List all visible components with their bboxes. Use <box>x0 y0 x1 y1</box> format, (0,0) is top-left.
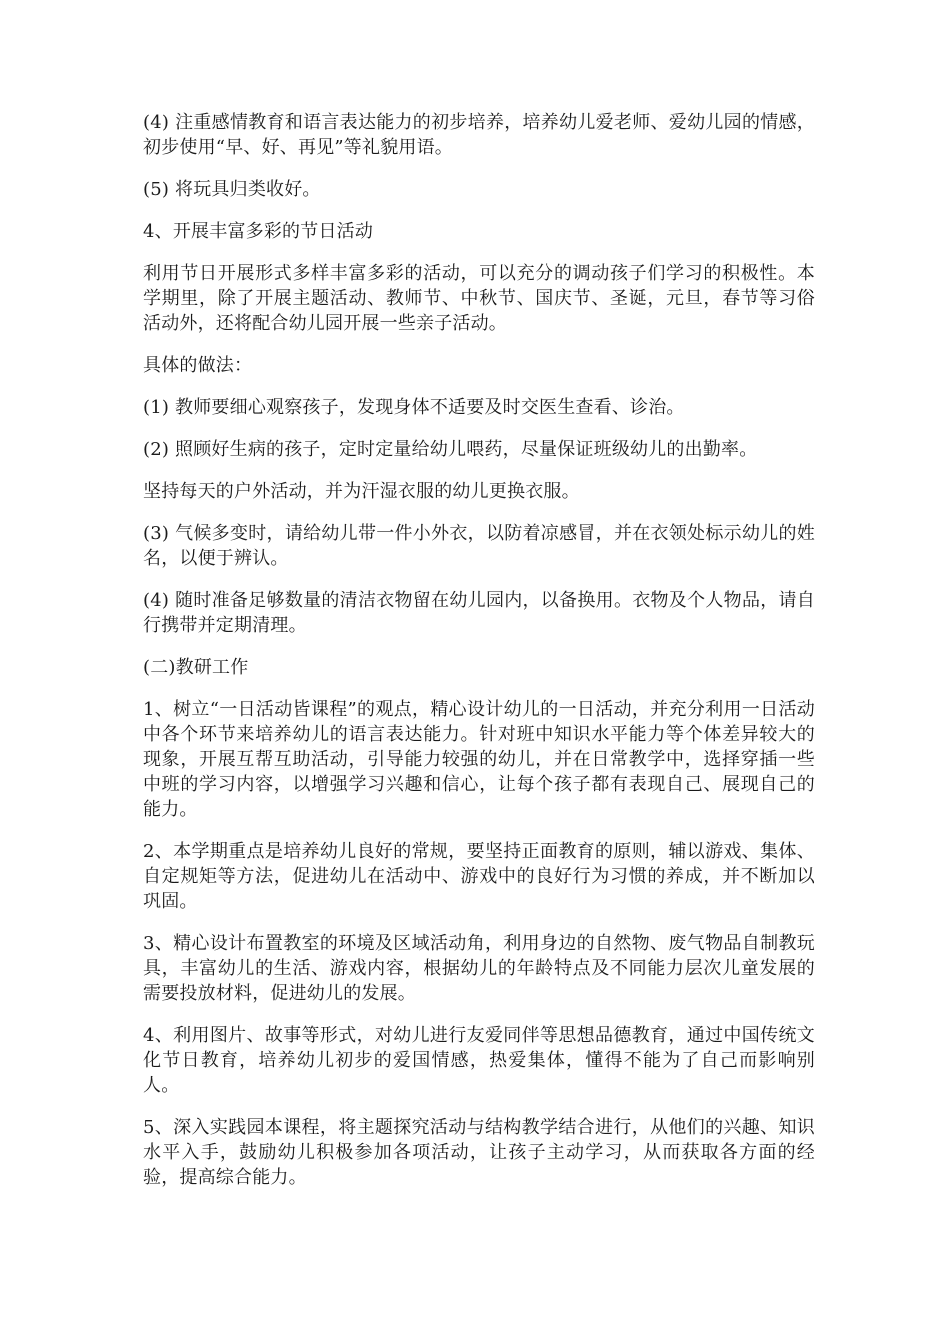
paragraph-method-4: (4) 随时准备足够数量的清洁衣物留在幼儿园内，以备换用。衣物及个人物品，请自行携带并定期清理。 <box>143 590 815 636</box>
document-page <box>143 110 815 1207</box>
paragraph-research-5: 5、深入实践园本课程，将主题探究活动与结构教学结合进行，从他们的兴趣、知识水平入手，鼓励幼儿积极参加各项活动，让孩子主动学习，从而获取各方面的经验，提高综合能力。 <box>143 1117 815 1188</box>
section-heading-teaching-research: (二)教研工作 <box>143 657 249 678</box>
section-heading-festival-activities: 4、开展丰富多彩的节日活动 <box>143 221 374 242</box>
paragraph-method-2: (2) 照顾好生病的孩子，定时定量给幼儿喂药，尽量保证班级幼儿的出勤率。 <box>143 439 758 460</box>
paragraph-method-3: (3) 气候多变时，请给幼儿带一件小外衣，以防着凉感冒，并在衣领处标示幼儿的姓名，以便于辨认。 <box>143 523 815 569</box>
paragraph-festival-activities: 利用节日开展形式多样丰富多彩的活动，可以充分的调动孩子们学习的积极性。本学期里，除了开展主题活动、教师节、中秋节、国庆节、圣诞，元旦，春节等习俗活动外，还将配合幼儿园开展一些亲子活动。 <box>143 263 815 334</box>
paragraph-item-4-emotion-education: (4) 注重感情教育和语言表达能力的初步培养，培养幼儿爱老师、爱幼儿园的情感，初步使用“早、好、再见”等礼貌用语。 <box>143 112 815 158</box>
section-heading-specific-methods: 具体的做法： <box>143 355 253 376</box>
paragraph-research-3: 3、精心设计布置教室的环境及区域活动角，利用身边的自然物、废气物品自制教玩具，丰富幼儿的生活、游戏内容，根据幼儿的年龄特点及不同能力层次儿童发展的需要投放材料，促进幼儿的发展。 <box>143 933 815 1004</box>
paragraph-item-5-toys: (5) 将玩具归类收好。 <box>143 179 321 200</box>
paragraph-research-2: 2、本学期重点是培养幼儿良好的常规，要坚持正面教育的原则，辅以游戏、集体、自定规矩等方法，促进幼儿在活动中、游戏中的良好行为习惯的养成，并不断加以巩固。 <box>143 841 815 912</box>
paragraph-outdoor-activity: 坚持每天的户外活动，并为汗湿衣服的幼儿更换衣服。 <box>143 481 580 502</box>
paragraph-research-4: 4、利用图片、故事等形式，对幼儿进行友爱同伴等思想品德教育，通过中国传统文化节日教育，培养幼儿初步的爱国情感，热爱集体，懂得不能为了自己而影响别人。 <box>143 1025 815 1096</box>
paragraph-method-1: (1) 教师要细心观察孩子，发现身体不适要及时交医生查看、诊治。 <box>143 397 685 418</box>
paragraph-research-1: 1、树立“一日活动皆课程”的观点，精心设计幼儿的一日活动，并充分利用一日活动中各个环节来培养幼儿的语言表达能力。针对班中知识水平能力等个体差异较大的现象，开展互帮互助活动，引导能力较强的幼儿，并在日常教学中，选择穿插一些中班的学习内容，以增强学习兴趣和信心，让每个孩子都有表现自己、展现自己的能力。 <box>143 699 815 820</box>
